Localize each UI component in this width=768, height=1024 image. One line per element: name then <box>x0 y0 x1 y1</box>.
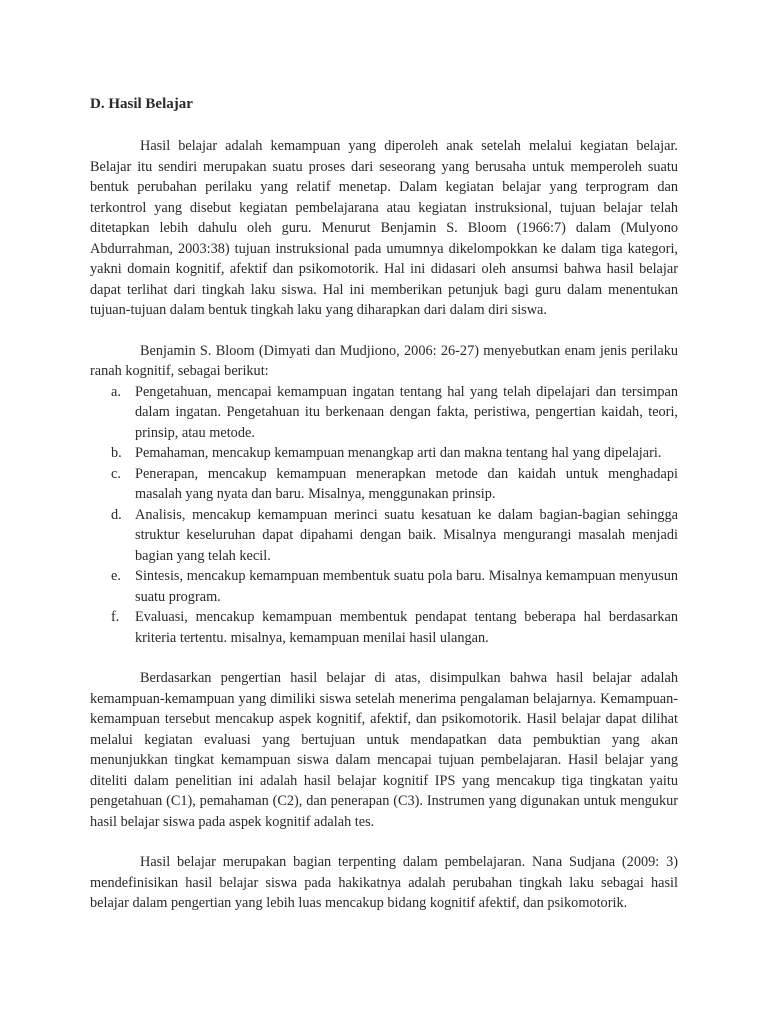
section-heading: D. Hasil Belajar <box>90 96 193 112</box>
paragraph-bloom-intro: Benjamin S. Bloom (Dimyati dan Mudjiono, 2006: 26-27) menyebutkan enam jenis perilaku ranah kognitif, sebagai berikut: <box>90 342 678 379</box>
list-item-text: Evaluasi, mencakup kemampuan membentuk pendapat tentang beberapa hal berdasarkan kriteria tertentu. misalnya, kemampuan menilai hasil ulangan. <box>135 609 678 646</box>
cognitive-domain-list <box>90 382 678 649</box>
list-item <box>90 382 678 444</box>
list-item-text: Pengetahuan, mencapai kemampuan ingatan tentang hal yang telah dipelajari dan tersimpan dalam ingatan. Pengetahuan itu berkenaan dengan fakta, peristiwa, pengertian kaidah, teori, prinsip, atau metode. <box>135 383 678 441</box>
list-marker: c. <box>111 465 121 482</box>
list-marker: a. <box>111 383 121 400</box>
list-item-text: Sintesis, mencakup kemampuan membentuk suatu pola baru. Misalnya kemampuan menyusun suatu program. <box>135 568 678 605</box>
list-marker: f. <box>111 609 120 625</box>
list-item <box>90 505 678 567</box>
list-marker: d. <box>111 506 122 523</box>
list-item <box>90 607 678 648</box>
paragraph-sudjana: Hasil belajar merupakan bagian terpenting dalam pembelajaran. Nana Sudjana (2009: 3) mendefinisikan hasil belajar siswa pada hakikatnya adalah perubahan tingkah laku sebagai hasil belajar dalam pengertian yang lebih luas mencakup bidang kognitif afektif, dan psikomotorik. <box>90 854 678 911</box>
list-item <box>90 566 678 607</box>
list-item-text: Pemahaman, mencakup kemampuan menangkap arti dan makna tentang hal yang dipelajari. <box>135 445 662 461</box>
list-item <box>90 443 678 464</box>
list-marker: e. <box>111 568 121 584</box>
list-item-text: Penerapan, mencakup kemampuan menerapkan metode dan kaidah untuk menghadapi masalah yang nyata dan baru. Misalnya, menggunakan prinsip. <box>135 465 678 502</box>
list-marker: b. <box>111 445 122 461</box>
paragraph-definition: Hasil belajar adalah kemampuan yang diperoleh anak setelah melalui kegiatan belajar. Belajar itu sendiri merupakan suatu proses dari seseorang yang berusaha untuk memperoleh suatu bentuk perubahan perilaku yang relatif menetap. Dalam kegiatan belajar yang terprogram dan terkontrol yang disebut kegiatan pembelajarana atau kegiatan instruksional, tujuan belajar telah ditetapkan lebih dahulu oleh guru. Menurut Benjamin S. Bloom (1966:7) dalam (Mulyono Abdurrahman, 2003:38) tujuan instruksional pada umumnya dikelompokkan ke dalam tiga kategori, yakni domain kognitif, afektif dan psikomotorik. Hal ini didasari oleh ansumsi bahwa hasil belajar dapat terlihat dari tingkah laku siswa. Hal ini memberikan petunjuk bagi guru dalam menentukan tujuan-tujuan dalam bentuk tingkah laku yang diharapkan dari dalam diri siswa. <box>90 138 678 318</box>
list-item <box>90 464 678 505</box>
list-item-text: Analisis, mencakup kemampuan merinci suatu kesatuan ke dalam bagian-bagian sehingga struktur keseluruhan dapat dipahami dengan baik. Misalnya mengurangi masalah menjadi bagian yang telah kecil. <box>135 506 678 564</box>
paragraph-conclusion: Berdasarkan pengertian hasil belajar di atas, disimpulkan bahwa hasil belajar adalah kemampuan-kemampuan yang dimiliki siswa setelah menerima pengalaman belajarnya. Kemampuan-kemampuan tersebut mencakup aspek kognitif, afektif, dan psikomotorik. Hasil belajar dapat dilihat melalui kegiatan evaluasi yang bertujuan untuk mendapatkan data pembuktian yang akan menunjukkan tingkat kemampuan siswa dalam mencapai tujuan pembelajaran. Hasil belajar yang diteliti dalam penelitian ini adalah hasil belajar kognitif IPS yang mencakup tiga tingkatan yaitu pengetahuan (C1), pemahaman (C2), dan penerapan (C3). Instrumen yang digunakan untuk mengukur hasil belajar siswa pada aspek kognitif adalah tes. <box>90 670 678 830</box>
